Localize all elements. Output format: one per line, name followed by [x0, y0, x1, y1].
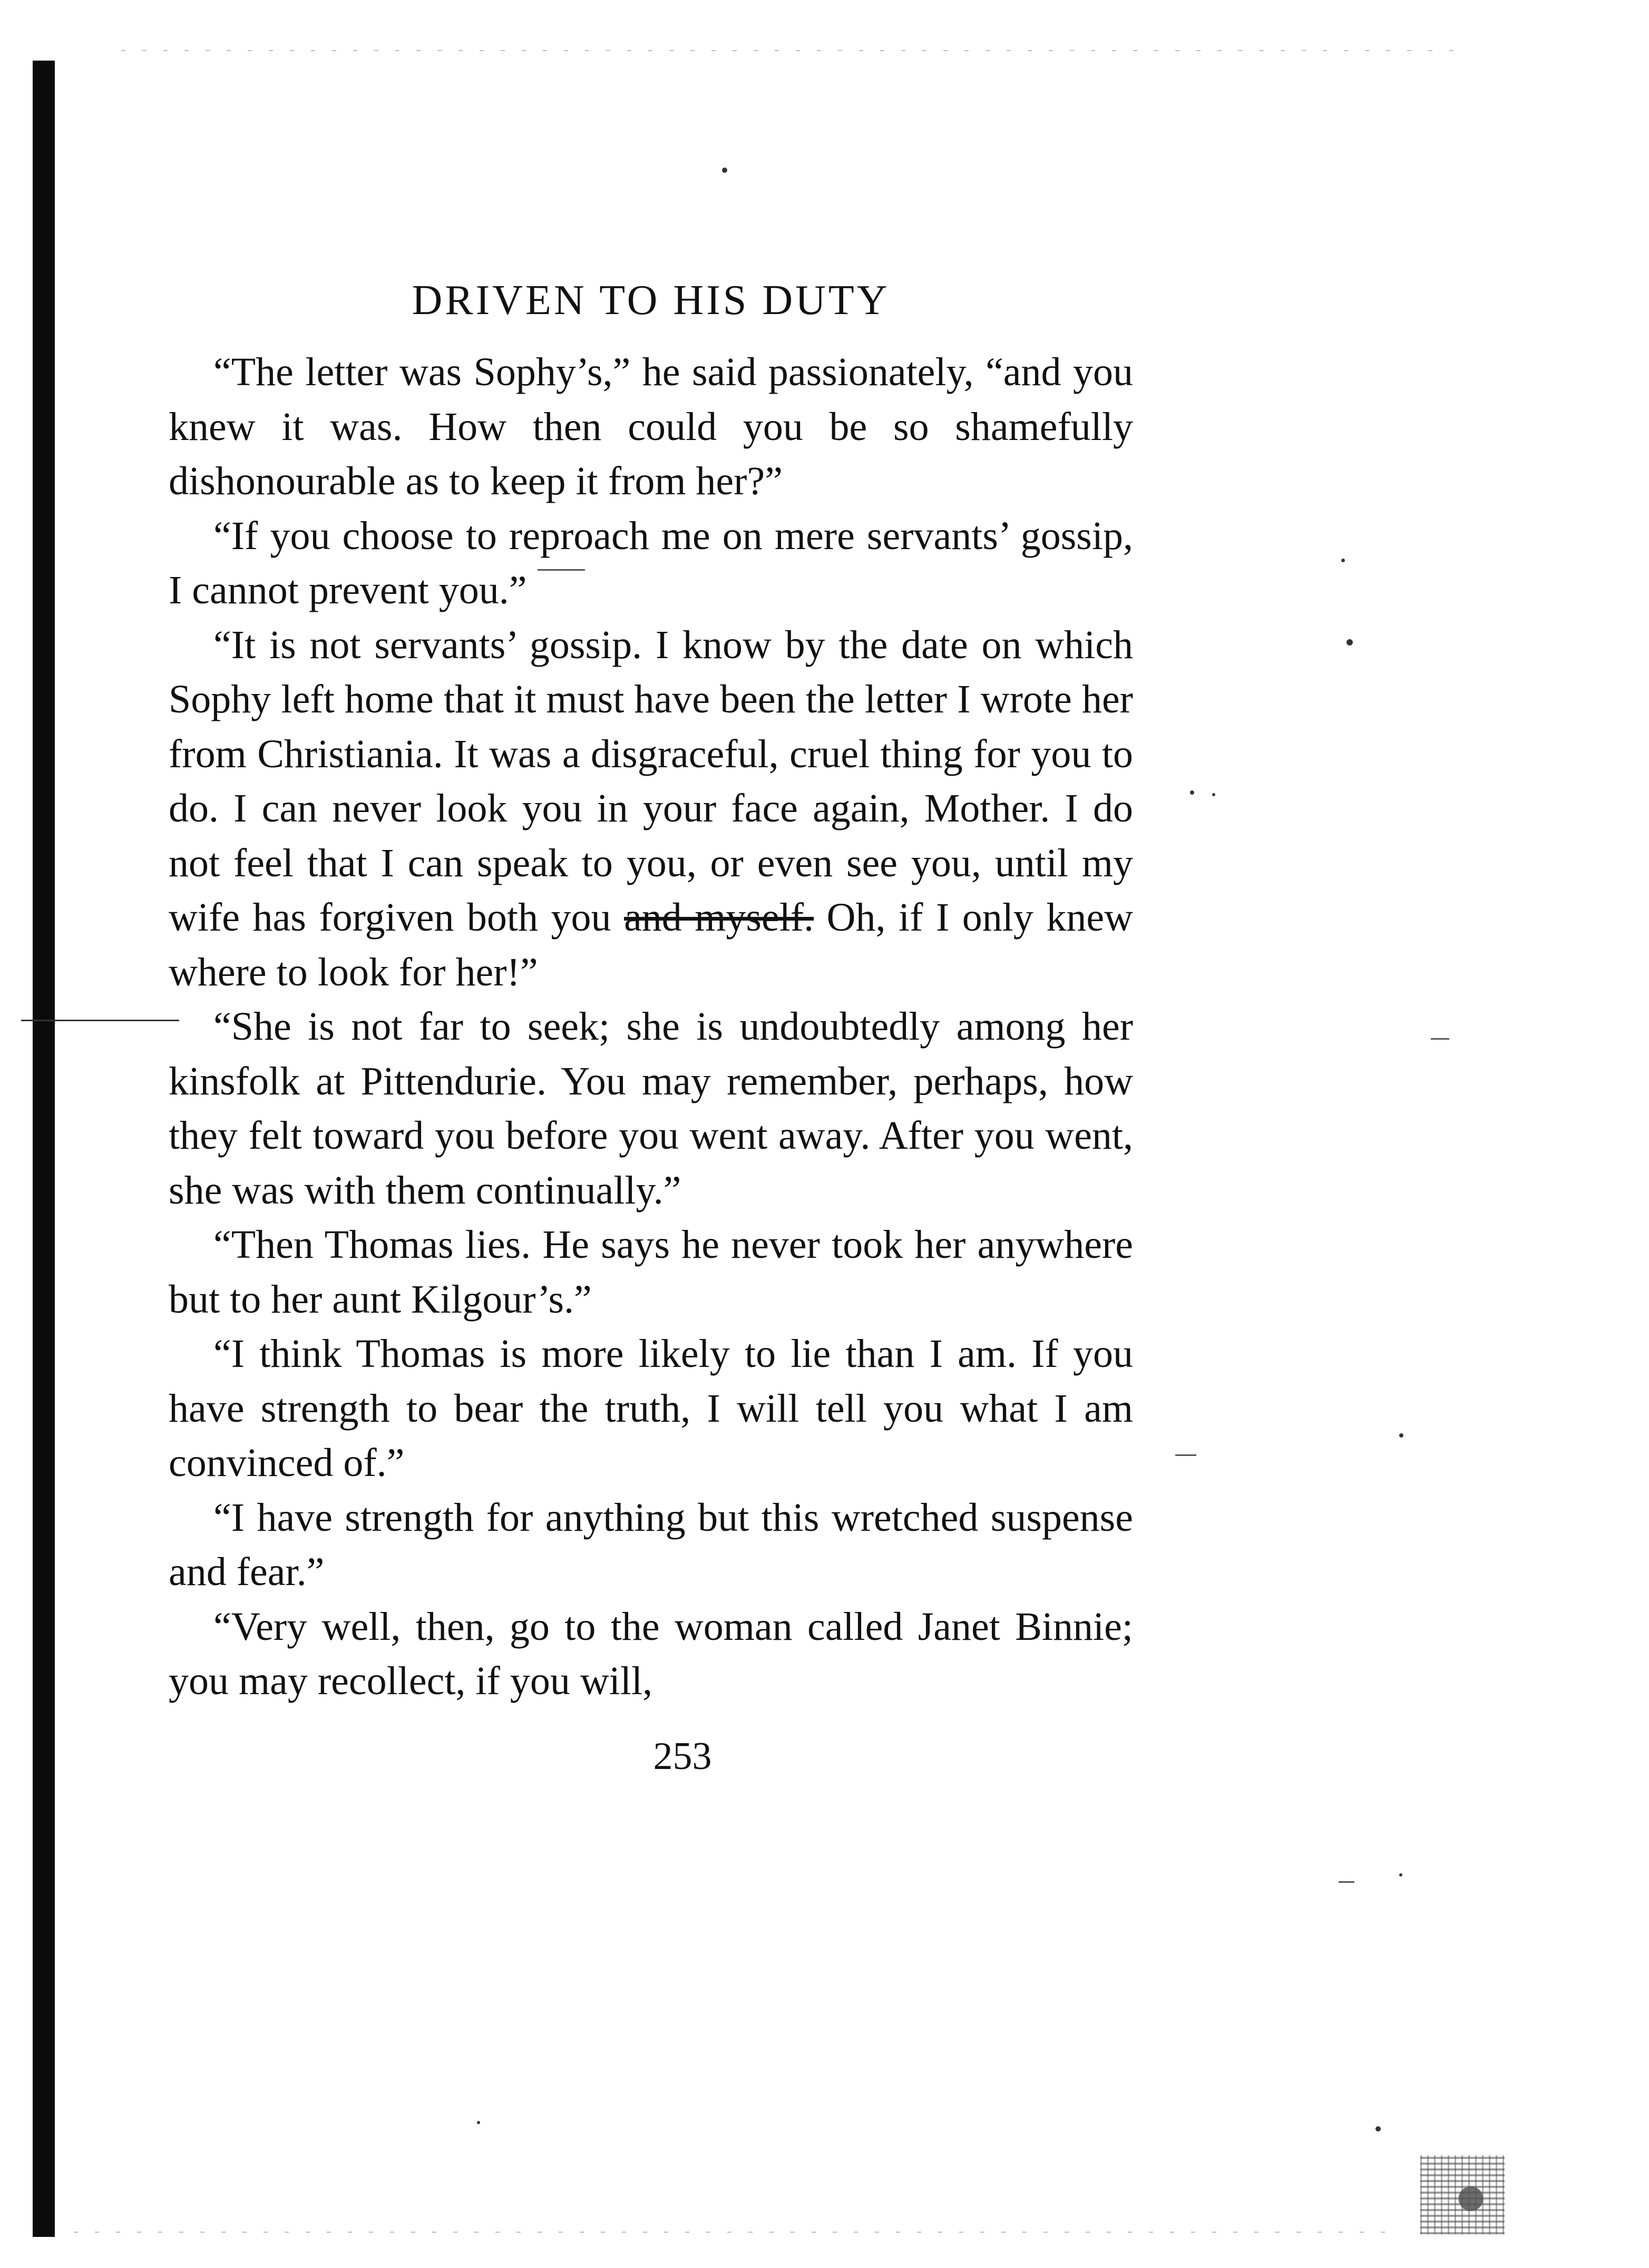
speck: [1399, 1433, 1403, 1438]
paragraph-text: “I think Thomas is more likely to lie than I am. If you have strength to bear the truth, I will tell you what I am convinced of.”: [169, 1332, 1133, 1485]
speck: [1341, 559, 1345, 562]
speck: [1190, 790, 1194, 795]
paragraph: [169, 1218, 1133, 1327]
paragraph-text: “Then Thomas lies. He says he never took her anywhere but to her aunt Kilgour’s.”: [169, 1223, 1133, 1322]
speck: [1212, 793, 1215, 796]
stray-dash: [1175, 1454, 1196, 1456]
speck: [1346, 639, 1353, 646]
bottom-edge-noise: [74, 2232, 1391, 2233]
paragraph-text: Oh, if I only knew where to look for her!”: [169, 895, 1133, 994]
page-number: 253: [653, 1734, 712, 1778]
body-text: [169, 345, 1133, 1709]
stray-dash: [1431, 1038, 1449, 1040]
paragraph: [169, 1327, 1133, 1491]
paragraph-text: “Very well, then, go to the woman called Janet Binnie; you may recollect, if you will,: [169, 1604, 1133, 1703]
stray-dash: [1339, 1881, 1354, 1883]
struck-text: and myself.: [624, 895, 814, 940]
paragraph-text: “She is not far to seek; she is undoubtedly among her kinsfolk at Pittendurie. You may remember, perhaps, how they felt toward you before you went away. After you went, she was with them continually.”: [169, 1004, 1133, 1213]
book-page: [169, 274, 1133, 1783]
margin-rule: [21, 1020, 179, 1021]
paragraph: [169, 618, 1133, 1000]
paragraph-text: “I have strength for anything but this wretched suspense and fear.”: [169, 1495, 1133, 1594]
paragraph-text: “It is not servants’ gossip. I know by the date on which Sophy left home that it must have been the letter I wrote her from Christiania. It was a disgraceful, cruel thing for you to do. I can never look you in your face again, Mother. I do not feel that I can speak to you, or even see you, until my wife has forgiven both you: [169, 622, 1133, 940]
speck: [1375, 2126, 1381, 2132]
paragraph: [169, 1600, 1133, 1709]
speck: [477, 2121, 480, 2124]
paragraph-text: “If you choose to reproach me on mere servants’ gossip, I cannot prevent you.”: [169, 513, 1133, 612]
paragraph: [169, 509, 1133, 618]
paragraph: [169, 1000, 1133, 1218]
paragraph-text: “The letter was Sophy’s,” he said passionately, “and you knew it was. How then could you be so shamefully dishonourable as to keep it from her?”: [169, 350, 1133, 503]
speck: [722, 168, 727, 173]
top-edge-noise: [121, 50, 1465, 51]
running-head: DRIVEN TO HIS DUTY: [412, 277, 890, 324]
paragraph: [169, 1491, 1133, 1600]
corner-stain: [1420, 2155, 1505, 2234]
speck: [1399, 1873, 1402, 1876]
paragraph: [169, 345, 1133, 509]
binding-edge: [33, 61, 55, 2237]
